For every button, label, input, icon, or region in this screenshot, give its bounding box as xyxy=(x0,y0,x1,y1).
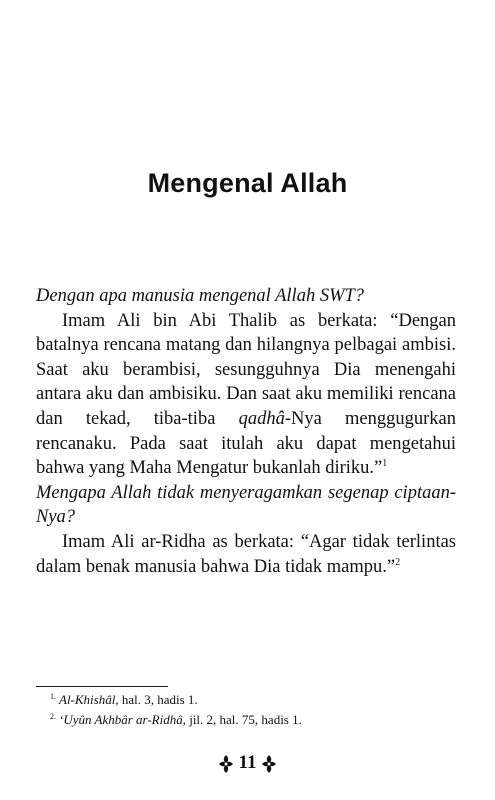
floral-ornament-icon xyxy=(261,754,277,774)
body-text xyxy=(36,284,456,579)
footnote-1 xyxy=(50,690,450,710)
answer-2 xyxy=(36,530,456,579)
footnote-detail: , jil. 2, hal. 75, hadis 1. xyxy=(182,712,302,727)
footnotes xyxy=(50,690,450,730)
answer-1-italic-term: qadhâ xyxy=(238,408,285,429)
floral-ornament-icon xyxy=(218,754,234,774)
question-2: Mengapa Allah tidak menyeragamkan segenap ciptaan-Nya? xyxy=(36,482,456,528)
footnote-divider xyxy=(36,686,168,687)
answer-2-text: Imam Ali ar-Ridha as berkata: “Agar tidak terlintas dalam benak manusia bahwa Dia tidak mampu.” xyxy=(36,531,456,577)
footnote-source: ‘Uyûn Akhbâr ar-Ridhâ xyxy=(59,712,183,727)
footnote-ref-2: 2 xyxy=(395,556,401,568)
footnote-2 xyxy=(50,710,450,730)
chapter-title: Mengenal Allah xyxy=(147,168,348,198)
page-number: 11 xyxy=(238,752,257,773)
footnote-source: Al-Khishâl xyxy=(59,692,116,707)
question-1: Dengan apa manusia mengenal Allah SWT? xyxy=(36,286,365,306)
footnote-ref-1: 1 xyxy=(382,458,388,469)
footnote-detail: , hal. 3, hadis 1. xyxy=(115,692,198,707)
answer-1 xyxy=(36,309,456,481)
page-number-block xyxy=(0,752,495,774)
footnote-number: 1. xyxy=(50,691,56,701)
answer-1-text-end: -Nya menggugurkan rencanaku. Pada saat itulah aku dapat mengetahui bahwa yang Maha Mengatur bukanlah diriku.” xyxy=(36,408,456,479)
footnote-number: 2. xyxy=(50,711,56,721)
answer-1-text: Imam Ali bin Abi Thalib as berkata: “Dengan batalnya rencana matang dan hilangnya pelbagai ambisi. Saat aku berambisi, sesungguhnya Dia menengahi antara aku dan ambisiku. Dan saat aku memiliki rencana dan tekad, tiba-tiba xyxy=(36,310,456,429)
